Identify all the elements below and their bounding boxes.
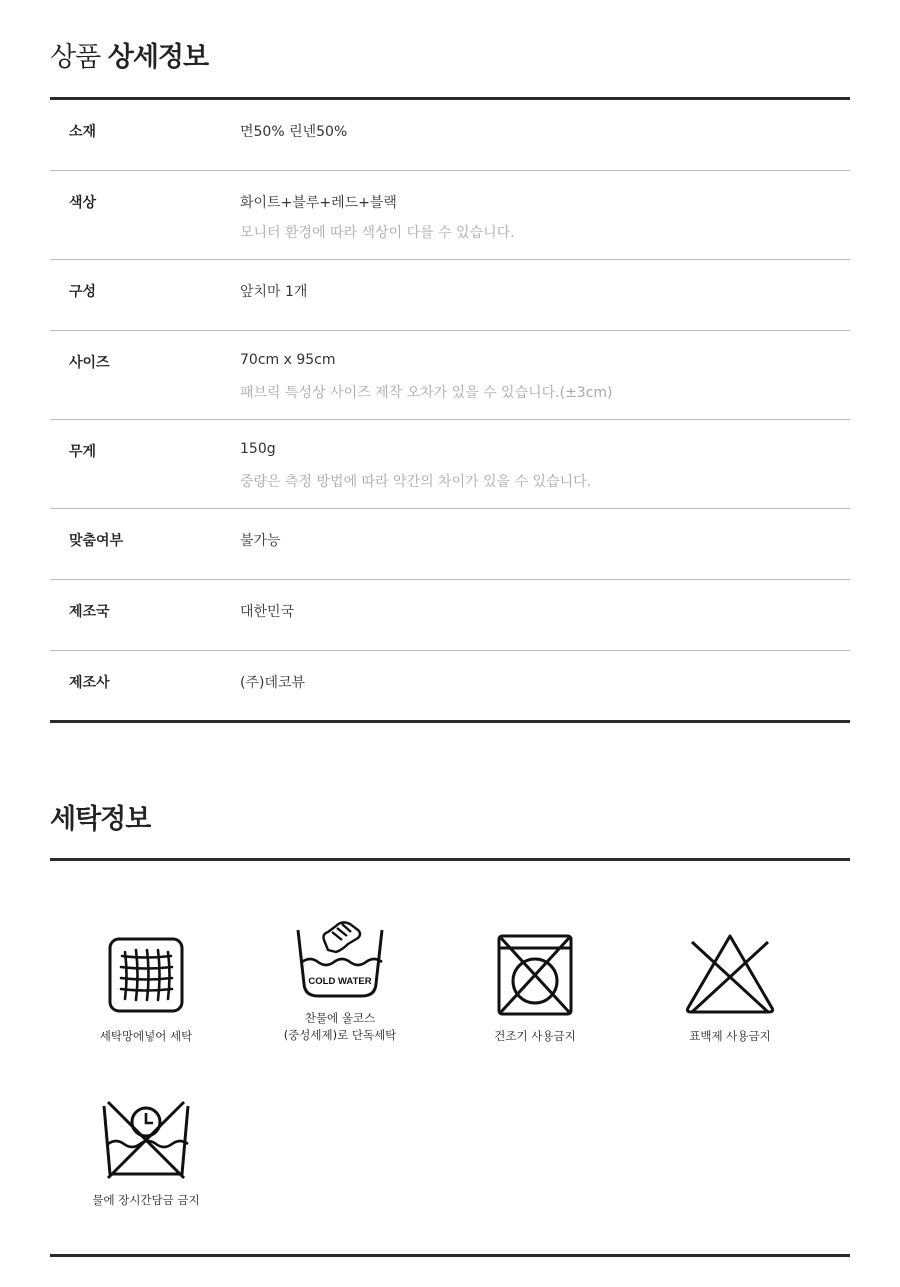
no-tumble-dry-icon xyxy=(490,928,580,1020)
page-title xyxy=(50,38,208,78)
care-item xyxy=(240,910,440,1044)
spec-value: 70cm x 95cm xyxy=(240,352,336,368)
spec-row xyxy=(50,331,850,420)
care-item xyxy=(46,928,246,1045)
care-title: 세탁정보 xyxy=(50,804,151,835)
divider xyxy=(50,720,850,723)
spec-value: (주)데코뷰 xyxy=(240,675,306,691)
care-caption: 물에 장시간담금 금지 xyxy=(92,1193,200,1207)
spec-row xyxy=(50,420,850,509)
spec-value: 화이트+블루+레드+블랙 xyxy=(240,195,397,211)
spec-note: 중량은 측정 방법에 따라 약간의 차이가 있을 수 있습니다. xyxy=(240,474,592,490)
spec-row xyxy=(50,580,850,651)
spec-row xyxy=(50,509,850,580)
care-caption: 세탁망에넣어 세탁 xyxy=(99,1029,193,1043)
title-light: 상품 xyxy=(50,42,101,73)
spec-label: 구성 xyxy=(69,284,97,300)
laundry-net-icon xyxy=(101,928,191,1020)
spec-row xyxy=(50,651,850,721)
care-caption: 찬물에 울코스 xyxy=(304,1011,376,1025)
spec-value: 대한민국 xyxy=(240,604,295,620)
care-item xyxy=(630,928,830,1045)
spec-row xyxy=(50,171,850,260)
divider xyxy=(50,1254,850,1257)
cold-water-text: COLD WATER xyxy=(308,976,372,987)
care-item xyxy=(46,1096,246,1209)
spec-value: 불가능 xyxy=(240,533,281,549)
spec-value: 150g xyxy=(240,441,276,457)
spec-label: 무게 xyxy=(69,444,97,460)
spec-label: 맞춤여부 xyxy=(69,533,124,549)
spec-row xyxy=(50,260,850,331)
spec-note: 모니터 환경에 따라 색상이 다를 수 있습니다. xyxy=(240,225,515,241)
spec-row xyxy=(50,100,850,171)
spec-note: 패브릭 특성상 사이즈 제작 오차가 있을 수 있습니다.(±3cm) xyxy=(240,385,613,401)
no-long-soak-icon xyxy=(96,1096,196,1184)
no-bleach-icon xyxy=(680,928,780,1020)
divider xyxy=(50,858,850,861)
hand-wash-cold-icon xyxy=(290,910,390,1002)
title-bold: 상세정보 xyxy=(107,42,209,73)
spec-label: 색상 xyxy=(69,195,97,211)
spec-label: 사이즈 xyxy=(69,355,110,371)
care-caption: (중성세제)로 단독세탁 xyxy=(283,1028,397,1042)
spec-value: 면50% 린넨50% xyxy=(240,124,348,140)
spec-label: 제조국 xyxy=(69,604,110,620)
spec-value: 앞치마 1개 xyxy=(240,284,308,300)
spec-label: 소재 xyxy=(69,124,97,140)
care-item xyxy=(435,928,635,1045)
spec-label: 제조사 xyxy=(69,675,110,691)
care-caption: 표백제 사용금지 xyxy=(689,1029,771,1043)
care-caption: 건조기 사용금지 xyxy=(494,1029,576,1043)
